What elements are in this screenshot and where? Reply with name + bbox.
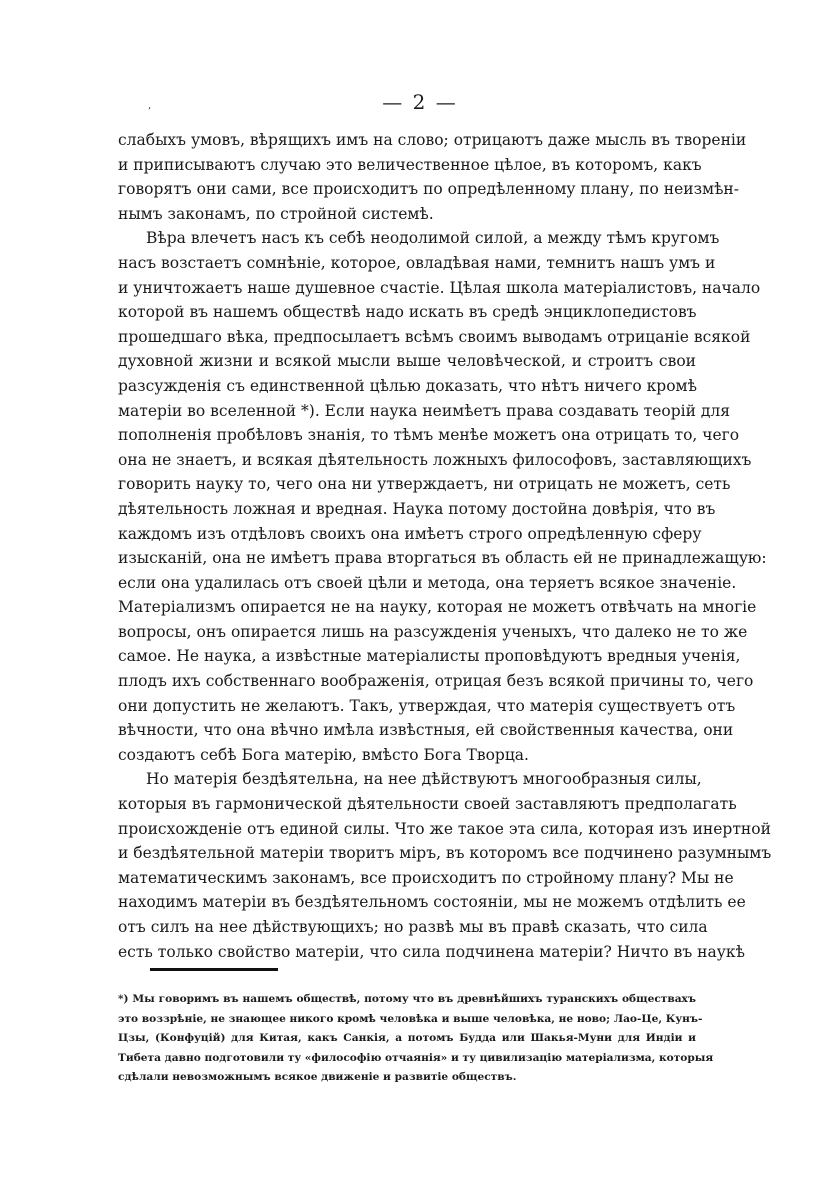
text-line: плодъ ихъ собственнаго воображенiя, отрицая безъ всякой причины то, чего xyxy=(118,672,754,691)
footnote-divider xyxy=(150,968,278,971)
text-line: разсужденiя съ единственной цѣлью доказать, что нѣтъ ничего кромѣ xyxy=(118,376,697,395)
paragraph-start-line: Но матерiя бездѣятельна, на нее дѣйствуютъ многообразныя силы, xyxy=(146,770,702,789)
page-number: — 2 — xyxy=(382,90,458,114)
text-line: происхожденiе отъ единой силы. Что же такое эта сила, которая изъ инертной xyxy=(118,819,771,838)
text-line: дѣятельность ложная и вредная. Наука потому достойна довѣрiя, что въ xyxy=(118,499,716,518)
footnote xyxy=(118,990,714,1088)
text-line: находимъ матерiи въ бездѣятельномъ состоянiи, мы не можемъ отдѣлить ее xyxy=(118,893,746,912)
text-line: каждомъ изъ отдѣловъ своихъ она имѣетъ строго опредѣленную сферу xyxy=(118,524,702,543)
text-line: которыя въ гармонической дѣятельности своей заставляютъ предполагать xyxy=(118,795,737,814)
text-line: которой въ нашемъ обществѣ надо искать въ средѣ энциклопедистовъ xyxy=(118,303,697,322)
footnote-line: *) Мы говоримъ въ нашемъ обществѣ, потому что въ древнѣйшихъ туранскихъ обществахъ xyxy=(118,993,696,1005)
text-line: насъ возстаетъ сомнѣнiе, которое, овладѣвая нами, темнитъ нашъ умъ и xyxy=(118,253,716,272)
text-line: самое. Не наука, а извѣстные матерiалисты проповѣдуютъ вредныя ученiя, xyxy=(118,647,741,666)
text-line: вопросы, онъ опирается лишь на разсужденiя ученыхъ, что далеко не то же xyxy=(118,622,748,641)
text-line: если она удалилась отъ своей цѣли и метода, она теряетъ всякое значенiе. xyxy=(118,573,737,592)
text-line: и уничтожаетъ наше душевное счастiе. Цѣлая школа матерiалистовъ, начало xyxy=(118,278,761,297)
paragraph-start-line: Вѣра влечетъ насъ къ себѣ неодолимой силой, а между тѣмъ кругомъ xyxy=(146,229,720,248)
footnote-line: Цзы, (Конфуцiй) для Китая, какъ Санкiя, а потомъ Будда или Шакья-Муни для Индiи и xyxy=(118,1032,696,1045)
text-line: говорятъ они сами, все происходитъ по опредѣленному плану, по неизмѣн- xyxy=(118,180,739,199)
text-line: нымъ законамъ, по стройной системѣ. xyxy=(118,204,434,223)
text-line: и бездѣятельной матерiи творитъ мiръ, въ которомъ все подчинено разумнымъ xyxy=(118,844,772,863)
text-line: матерiи во вселенной *). Если наука неимѣетъ права создавать теорiй для xyxy=(118,401,731,420)
text-line: изысканiй, она не имѣетъ права вторгаться въ область ей не принадлежащую: xyxy=(118,549,767,568)
footnote-line: Тибета давно подготовили ту «философiю отчаянiя» и ту цивилизацiю матерiализма, которыя xyxy=(118,1051,714,1064)
text-line: она не знаетъ, и всякая дѣятельность ложныхъ философовъ, заставляющихъ xyxy=(118,450,752,469)
text-line: слабыхъ умовъ, вѣрящихъ имъ на слово; отрицаютъ даже мысль въ творенiи xyxy=(118,131,747,149)
footnote-line: сдѣлали невозможнымъ всякое движенiе и развитiе обществъ. xyxy=(118,1071,517,1084)
footnote-line: это воззрѣнiе, не знающее никого кромѣ человѣка и выше человѣка, не ново; Лао-Це, Кунъ- xyxy=(118,1012,703,1025)
text-line: они допустить не желаютъ. Такъ, утверждая, что матерiя существуетъ отъ xyxy=(118,696,736,715)
text-line: создаютъ себѣ Бога матерiю, вмѣсто Бога Творца. xyxy=(118,745,529,764)
text-line: прошедшаго вѣка, предпосылаетъ всѣмъ своимъ выводамъ отрицанiе всякой xyxy=(118,327,751,346)
text-line: математическимъ законамъ, все происходитъ по стройному плану? Мы не xyxy=(118,868,734,887)
text-line: вѣчности, что она вѣчно имѣла извѣстныя, ей свойственныя качества, они xyxy=(118,721,734,740)
text-line: Матерiализмъ опирается не на науку, которая не можетъ отвѣчать на многiе xyxy=(118,598,757,617)
stray-ink-mark: ‚ xyxy=(148,100,152,111)
text-line: пополненiя пробѣловъ знанiя, то тѣмъ менѣе можетъ она отрицать то, чего xyxy=(118,426,740,445)
text-line: говорить науку то, чего она ни утверждаетъ, ни отрицать не можетъ, сеть xyxy=(118,475,731,494)
text-line: и приписываютъ случаю это величественное цѣлое, въ которомъ, какъ xyxy=(118,155,702,174)
text-line: отъ силъ на нее дѣйствующихъ; но развѣ мы въ правѣ сказать, что сила xyxy=(118,918,708,936)
text-line: духовной жизни и всякой мысли выше человѣческой, и строитъ свои xyxy=(118,352,696,371)
text-line: есть только свойство матерiи, что сила подчинена матерiи? Ничто въ наукѣ xyxy=(118,942,745,961)
body-text xyxy=(118,128,772,964)
